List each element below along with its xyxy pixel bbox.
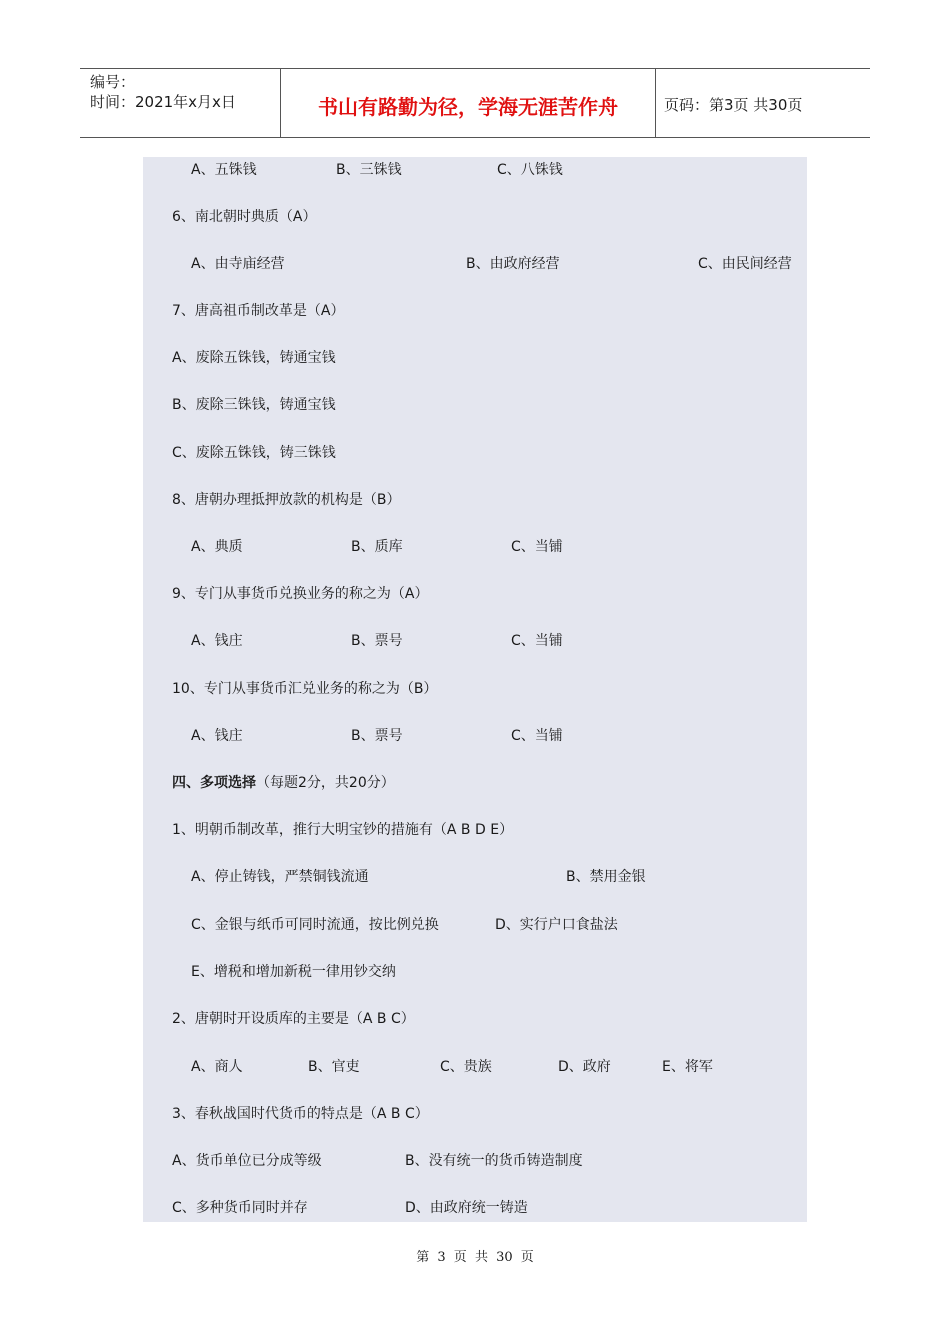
option-b: B、票号	[351, 728, 403, 744]
time-label: 时间：2021年x月x日	[90, 93, 236, 111]
number-label: 编号：	[90, 73, 136, 91]
page-info: 页码：第3页 共30页	[664, 96, 803, 114]
option-b: B、废除三铢钱，铸通宝钱	[172, 397, 336, 413]
question-10: 10、专门从事货币汇兑业务的称之为（B）	[172, 681, 438, 697]
page-header	[80, 68, 870, 138]
option-a: A、货币单位已分成等级	[172, 1153, 322, 1169]
option-b: B、禁用金银	[566, 869, 646, 885]
header-right-cell	[655, 69, 870, 137]
option-d: D、政府	[558, 1059, 611, 1075]
option-b: B、三铢钱	[336, 162, 402, 178]
option-c: C、金银与纸币可同时流通，按比例兑换	[191, 917, 439, 933]
section-heading	[172, 773, 395, 793]
question-8: 8、唐朝办理抵押放款的机构是（B）	[172, 492, 401, 508]
multi-question-1: 1、明朝币制改革，推行大明宝钞的措施有（A B D E）	[172, 822, 514, 838]
option-d: D、由政府统一铸造	[405, 1200, 528, 1216]
option-a: A、典质	[191, 539, 243, 555]
option-b: B、没有统一的货币铸造制度	[405, 1153, 583, 1169]
footer-ye: 页	[453, 1250, 467, 1265]
option-a: A、钱庄	[191, 633, 243, 649]
question-9: 9、专门从事货币兑换业务的称之为（A）	[172, 586, 429, 602]
option-b: B、票号	[351, 633, 403, 649]
footer-ye: 页	[520, 1250, 534, 1265]
option-a: A、停止铸钱，严禁铜钱流通	[191, 869, 369, 885]
option-a: A、五铢钱	[191, 162, 257, 178]
section-note: （每题2分，共20分）	[256, 775, 395, 791]
option-b: B、由政府经营	[466, 256, 560, 272]
option-c: C、多种货币同时并存	[172, 1200, 308, 1216]
option-a: A、由寺庙经营	[191, 256, 285, 272]
multi-question-3: 3、春秋战国时代货币的特点是（A B C）	[172, 1106, 429, 1122]
option-c: C、八铢钱	[497, 162, 563, 178]
option-b: B、官吏	[308, 1059, 360, 1075]
motto: 书山有路勤为径，学海无涯苦作舟	[318, 95, 618, 119]
question-6: 6、南北朝时典质（A）	[172, 209, 317, 225]
multi-question-2: 2、唐朝时开设质库的主要是（A B C）	[172, 1011, 415, 1027]
option-a: A、商人	[191, 1059, 243, 1075]
option-a: A、钱庄	[191, 728, 243, 744]
page-footer	[0, 1246, 950, 1265]
option-a: A、废除五铢钱，铸通宝钱	[172, 350, 336, 366]
header-left-cell	[80, 69, 280, 137]
option-c: C、当铺	[511, 728, 563, 744]
footer-gong: 共	[474, 1250, 488, 1265]
footer-current-page: 3	[437, 1250, 446, 1265]
option-e: E、将军	[662, 1059, 713, 1075]
option-c: C、废除五铢钱，铸三铢钱	[172, 445, 336, 461]
section-title: 四、多项选择	[172, 775, 256, 791]
option-c: C、当铺	[511, 633, 563, 649]
question-7: 7、唐高祖币制改革是（A）	[172, 303, 345, 319]
option-d: D、实行户口食盐法	[495, 917, 618, 933]
header-motto-cell	[280, 69, 656, 137]
option-e: E、增税和增加新税一律用钞交纳	[191, 964, 396, 980]
footer-total-pages: 30	[496, 1250, 513, 1265]
option-b: B、质库	[351, 539, 403, 555]
footer-di: 第	[416, 1250, 430, 1265]
option-c: C、由民间经营	[698, 256, 792, 272]
question-content	[143, 157, 807, 1222]
option-c: C、贵族	[440, 1059, 492, 1075]
option-c: C、当铺	[511, 539, 563, 555]
